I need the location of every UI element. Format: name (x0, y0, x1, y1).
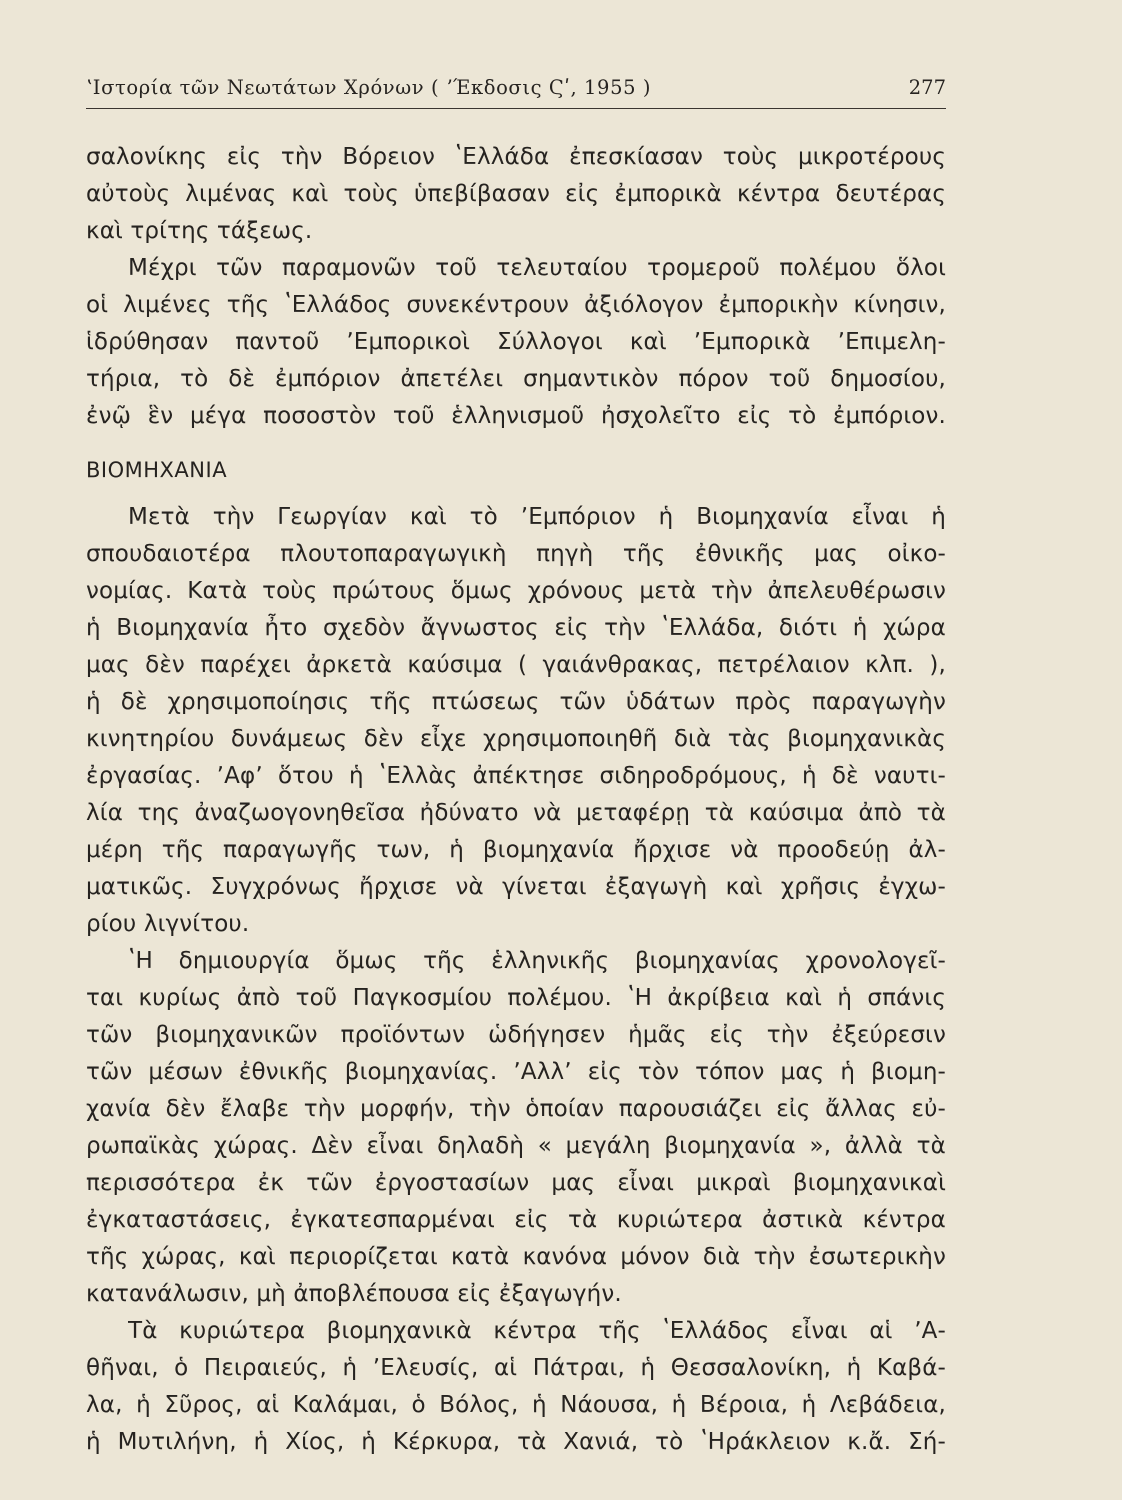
text-line: ἡ δὲ χρησιμοποίησις τῆς πτώσεως τῶν ὑδάτων πρὸς παραγωγὴν (86, 689, 946, 715)
text-line: ἐγκαταστάσεις, ἐγκατεσπαρμέναι εἰς τὰ κυριώτερα ἀστικὰ κέντρα (86, 1207, 946, 1233)
text-line: τήρια, τὸ δὲ ἐμπόριον ἀπετέλει σημαντικὸν πόρον τοῦ δημοσίου, (86, 366, 946, 392)
text-line: κινητηρίου δυνάμεως δὲν εἶχε χρησιμοποιηθῆ διὰ τὰς βιομηχανικὰς (86, 726, 946, 752)
text-line: μας δὲν παρέχει ἀρκετὰ καύσιμα ( γαιάνθρακας, πετρέλαιον κλπ. ), (86, 652, 946, 678)
text-line: θῆναι, ὁ Πειραιεύς, ἡ ʼΕλευσίς, αἱ Πάτραι, ἡ Θεσσαλονίκη, ἡ Καβά- (86, 1355, 946, 1381)
text-line: χανία δὲν ἔλαβε τὴν μορφήν, τὴν ὁποίαν παρουσιάζει εἰς ἄλλας εὐ- (86, 1096, 946, 1122)
text-line: οἱ λιμένες τῆς ʽΕλλάδος συνεκέντρουν ἀξιόλογον ἐμπορικὴν κίνησιν, (86, 292, 946, 318)
text-line: Τὰ κυριώτερα βιομηχανικὰ κέντρα τῆς ʽΕλλάδος εἶναι αἱ ʼΑ- (128, 1318, 946, 1344)
text-line: ρίου λιγνίτου. (86, 911, 250, 937)
text-line: Μετὰ τὴν Γεωργίαν καὶ τὸ ʼΕμπόριον ἡ Βιομηχανία εἶναι ἡ (128, 504, 946, 530)
text-line: ρωπαϊκὰς χώρας. Δὲν εἶναι δηλαδὴ « μεγάλη βιομηχανία », ἀλλὰ τὰ (86, 1133, 946, 1159)
text-line: σαλονίκης εἰς τὴν Βόρειον ʽΕλλάδα ἐπεσκίασαν τοὺς μικροτέρους (86, 144, 946, 170)
text-line: νομίας. Κατὰ τοὺς πρώτους ὅμως χρόνους μετὰ τὴν ἀπελευθέρωσιν (86, 578, 946, 604)
text-line: μέρη τῆς παραγωγῆς των, ἡ βιομηχανία ἤρχισε νὰ προοδεύῃ ἀλ- (86, 837, 946, 863)
text-line: λα, ἡ Σῦρος, αἱ Καλάμαι, ὁ Βόλος, ἡ Νάουσα, ἡ Βέροια, ἡ Λεβάδεια, (86, 1392, 946, 1418)
text-line: περισσότερα ἐκ τῶν ἐργοστασίων μας εἶναι μικραὶ βιομηχανικαὶ (86, 1170, 946, 1196)
text-line: Μέχρι τῶν παραμονῶν τοῦ τελευταίου τρομεροῦ πολέμου ὅλοι (128, 255, 946, 281)
text-line: ἱδρύθησαν παντοῦ ʼΕμπορικοὶ Σύλλογοι καὶ ʼΕμπορικὰ ʼΕπιμελη- (86, 329, 946, 355)
text-line: ἐργασίας. ʼΑφʼ ὅτου ἡ ʽΕλλὰς ἀπέκτησε σιδηροδρόμους, ἡ δὲ ναυτι- (86, 763, 946, 789)
text-line: ἐνῷ ἓν μέγα ποσοστὸν τοῦ ἑλληνισμοῦ ἠσχολεῖτο εἰς τὸ ἐμπόριον. (86, 403, 946, 429)
text-line: αὐτοὺς λιμένας καὶ τοὺς ὑπεβίβασαν εἰς ἐμπορικὰ κέντρα δευτέρας (86, 181, 946, 207)
text-line: ματικῶς. Συγχρόνως ἤρχισε νὰ γίνεται ἐξαγωγὴ καὶ χρῆσις ἐγχω- (86, 874, 946, 900)
text-line: λία της ἀναζωογονηθεῖσα ἠδύνατο νὰ μεταφέρῃ τὰ καύσιμα ἀπὸ τὰ (86, 800, 946, 826)
section-heading: ΒΙΟΜΗΧΑΝΙΑ (86, 458, 228, 482)
text-line: ται κυρίως ἀπὸ τοῦ Παγκοσμίου πολέμου. ʽΗ ἀκρίβεια καὶ ἡ σπάνις (86, 985, 946, 1011)
running-title: ʽΙστορία τῶν Νεωτάτων Χρόνων ( ʼΈκδοσις Ϛʹ, 1955 ) (86, 76, 652, 99)
text-line: ʽΗ δημιουργία ὅμως τῆς ἑλληνικῆς βιομηχανίας χρονολογεῖ- (128, 948, 946, 974)
text-line: τῶν μέσων ἐθνικῆς βιομηχανίας. ʼΑλλʼ εἰς τὸν τόπον μας ἡ βιομη- (86, 1059, 946, 1085)
page-header (86, 74, 946, 109)
text-line: τῶν βιομηχανικῶν προϊόντων ὡδήγησεν ἡμᾶς εἰς τὴν ἐξεύρεσιν (86, 1022, 946, 1048)
text-line: σπουδαιοτέρα πλουτοπαραγωγικὴ πηγὴ τῆς ἐθνικῆς μας οἰκο- (86, 541, 946, 567)
page-number: 277 (908, 76, 946, 99)
text-line: καὶ τρίτης τάξεως. (86, 218, 313, 244)
text-line: τῆς χώρας, καὶ περιορίζεται κατὰ κανόνα μόνον διὰ τὴν ἐσωτερικὴν (86, 1244, 946, 1270)
text-line: ἡ Μυτιλήνη, ἡ Χίος, ἡ Κέρκυρα, τὰ Χανιά, τὸ ʽΗράκλειον κ.ἄ. Σή- (86, 1429, 946, 1455)
text-line: κατανάλωσιν, μὴ ἀποβλέπουσα εἰς ἐξαγωγήν. (86, 1281, 622, 1307)
text-line: ἡ Βιομηχανία ἦτο σχεδὸν ἄγνωστος εἰς τὴν ʽΕλλάδα, διότι ἡ χώρα (86, 615, 946, 641)
